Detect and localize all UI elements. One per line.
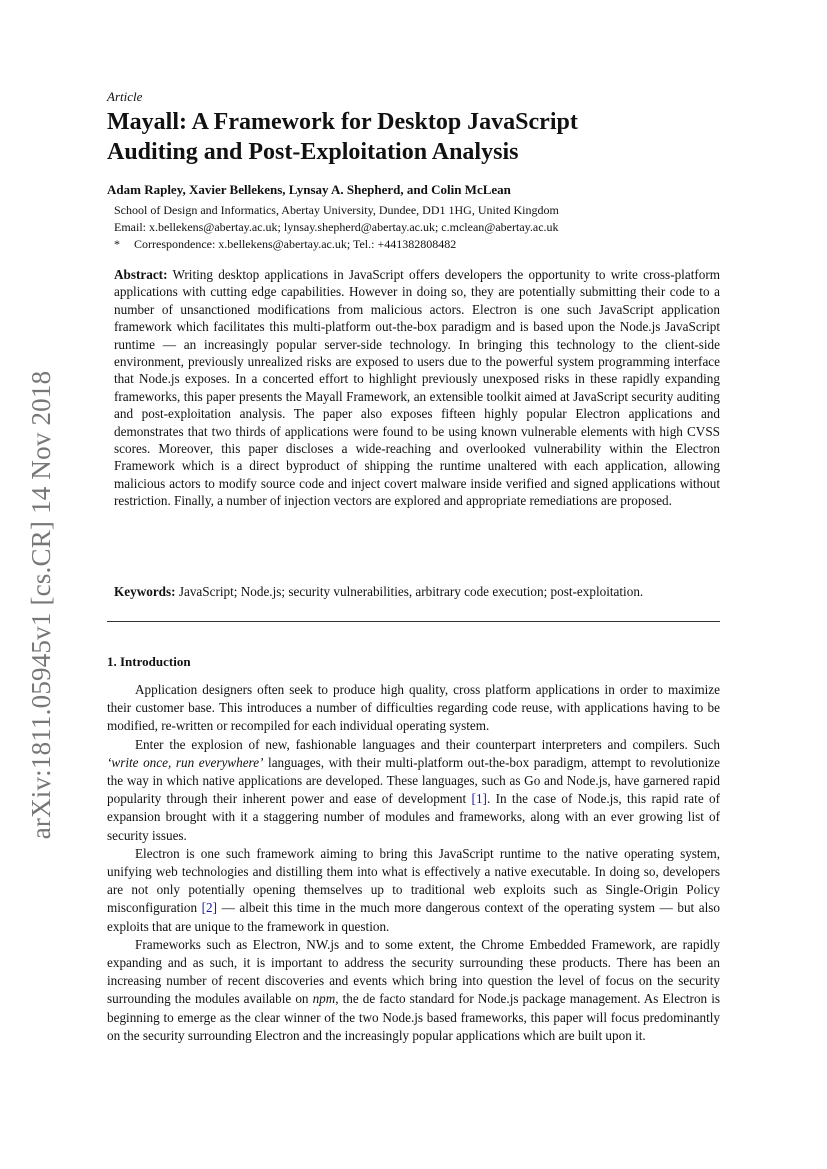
citation-link-1[interactable]: [1] bbox=[471, 791, 487, 807]
paper-title bbox=[107, 107, 727, 167]
paragraph-4-text-b: , the de facto standard for Node.js package management. As Electron is beginning to emerge as the clear winner of the two Node.js based frameworks, this paper will focus predominantly on the security surrounding Electron and the increasingly popular applications which are built upon it. bbox=[107, 991, 720, 1043]
arxiv-identifier: arXiv:1811.05945v1 [cs.CR] 14 Nov 2018 bbox=[26, 370, 56, 840]
paragraph-3 bbox=[107, 845, 720, 936]
introduction-body bbox=[107, 681, 720, 1045]
affiliation: School of Design and Informatics, Abertay University, Dundee, DD1 1HG, United Kingdom bbox=[114, 203, 559, 217]
abstract-text: Writing desktop applications in JavaScript offers developers the opportunity to write cross-platform applications with cutting edge capabilities. However in doing so, they are potentially submitting their code to a number of unsanctioned modifications from malicious actors. Electron is one such JavaScript application framework which facilitates this multi-platform out-the-box paradigm and is based upon the Node.js JavaScript runtime — an increasingly popular server-side technology. In bringing this technology to the client-side environment, previously unrealized risks are exposed to users due to the powerful system programming interface that Node.js exposes. In a concerted effort to highlight previously unexposed risks in these rapidly expanding frameworks, this paper presents the Mayall Framework, an extensible toolkit aimed at JavaScript security auditing and post-exploitation analysis. The paper also exposes fifteen highly popular Electron applications and demonstrates that two thirds of applications were found to be using known vulnerable elements with high CVSS scores. Moreover, this paper discloses a wide-reaching and overlooked vulnerability within the Electron Framework which is a direct byproduct of shipping the runtime unaltered with each application, allowing malicious actors to modify source code and inject covert malware inside verified and signed applications without restriction. Finally, a number of injection vectors are explored and appropriate remediations are proposed. bbox=[114, 267, 720, 509]
arxiv-side-stamp bbox=[20, 355, 62, 855]
paragraph-3-text-a: Electron is one such framework aiming to bring this JavaScript runtime to the native operating system, unifying web technologies and distilling them into what is effectively a native executable. In doing so, developers are not only potentially opening themselves up to traditional web exploits such as Single-Origin Policy misconfiguration bbox=[107, 845, 720, 916]
abstract bbox=[114, 266, 720, 510]
citation-link-2[interactable]: [2] bbox=[201, 900, 218, 916]
paragraph-1: Application designers often seek to produce high quality, cross platform applications in order to maximize their customer base. This introduces a number of difficulties regarding code reuse, with applications having to be modified, re-written or recompiled for each individual operating system. bbox=[107, 682, 720, 734]
keywords-text: JavaScript; Node.js; security vulnerabilities, arbitrary code execution; post-exploitation. bbox=[178, 584, 644, 599]
section-heading-introduction: 1. Introduction bbox=[107, 654, 191, 669]
keywords-label: Keywords: bbox=[114, 584, 176, 599]
paragraph-2 bbox=[107, 736, 720, 845]
paragraph-3-text-b: — albeit this time in the much more dangerous context of the operating system — but also exploits that are unique to the framework in question. bbox=[107, 900, 720, 934]
paragraph-4 bbox=[107, 936, 720, 1045]
paragraph-2-text-b: languages, with their multi-platform out-the-box paradigm, attempt to revolutionize the way in which native applications are developed. These languages, such as Go and Node.js, have garnered rapid popularity through their inherent power and ease of development bbox=[107, 754, 721, 807]
paragraph-4-text-a: Frameworks such as Electron, NW.js and to some extent, the Chrome Embedded Framework, are rapidly expanding and as such, it is important to address the security surrounding these products. There has been an increasing number of recent discoveries and events which bring into question the level of focus on the security surrounding the modules available on bbox=[107, 936, 720, 1007]
article-type-label: Article bbox=[107, 89, 143, 104]
correspondence-line bbox=[114, 236, 559, 253]
affiliation-block bbox=[114, 202, 559, 253]
correspondence-mark: * bbox=[114, 237, 120, 251]
correspondence-text: Correspondence: x.bellekens@abertay.ac.uk; Tel.: +441382808482 bbox=[134, 237, 457, 251]
paragraph-2-quote: ‘write once, run everywhere’ bbox=[107, 754, 264, 770]
title-line-1: Mayall: A Framework for Desktop JavaScript bbox=[107, 109, 578, 135]
keywords bbox=[114, 583, 720, 600]
author-emails: Email: x.bellekens@abertay.ac.uk; lynsay.shepherd@abertay.ac.uk; c.mclean@abertay.ac.uk bbox=[114, 220, 559, 234]
title-line-2: Auditing and Post-Exploitation Analysis bbox=[107, 139, 519, 165]
section-divider bbox=[107, 621, 720, 622]
author-list: Adam Rapley, Xavier Bellekens, Lynsay A. Shepherd, and Colin McLean bbox=[107, 182, 511, 197]
abstract-label: Abstract: bbox=[114, 267, 168, 282]
npm-term: npm bbox=[312, 991, 336, 1007]
paragraph-2-text-c: . In the case of Node.js, this rapid rate of expansion brought with it a staggering number of modules and frameworks, along with an ever growing list of security issues. bbox=[107, 791, 721, 843]
paragraph-2-text-a: Enter the explosion of new, fashionable languages and their counterpart interpreters and compilers. Such bbox=[135, 736, 720, 752]
